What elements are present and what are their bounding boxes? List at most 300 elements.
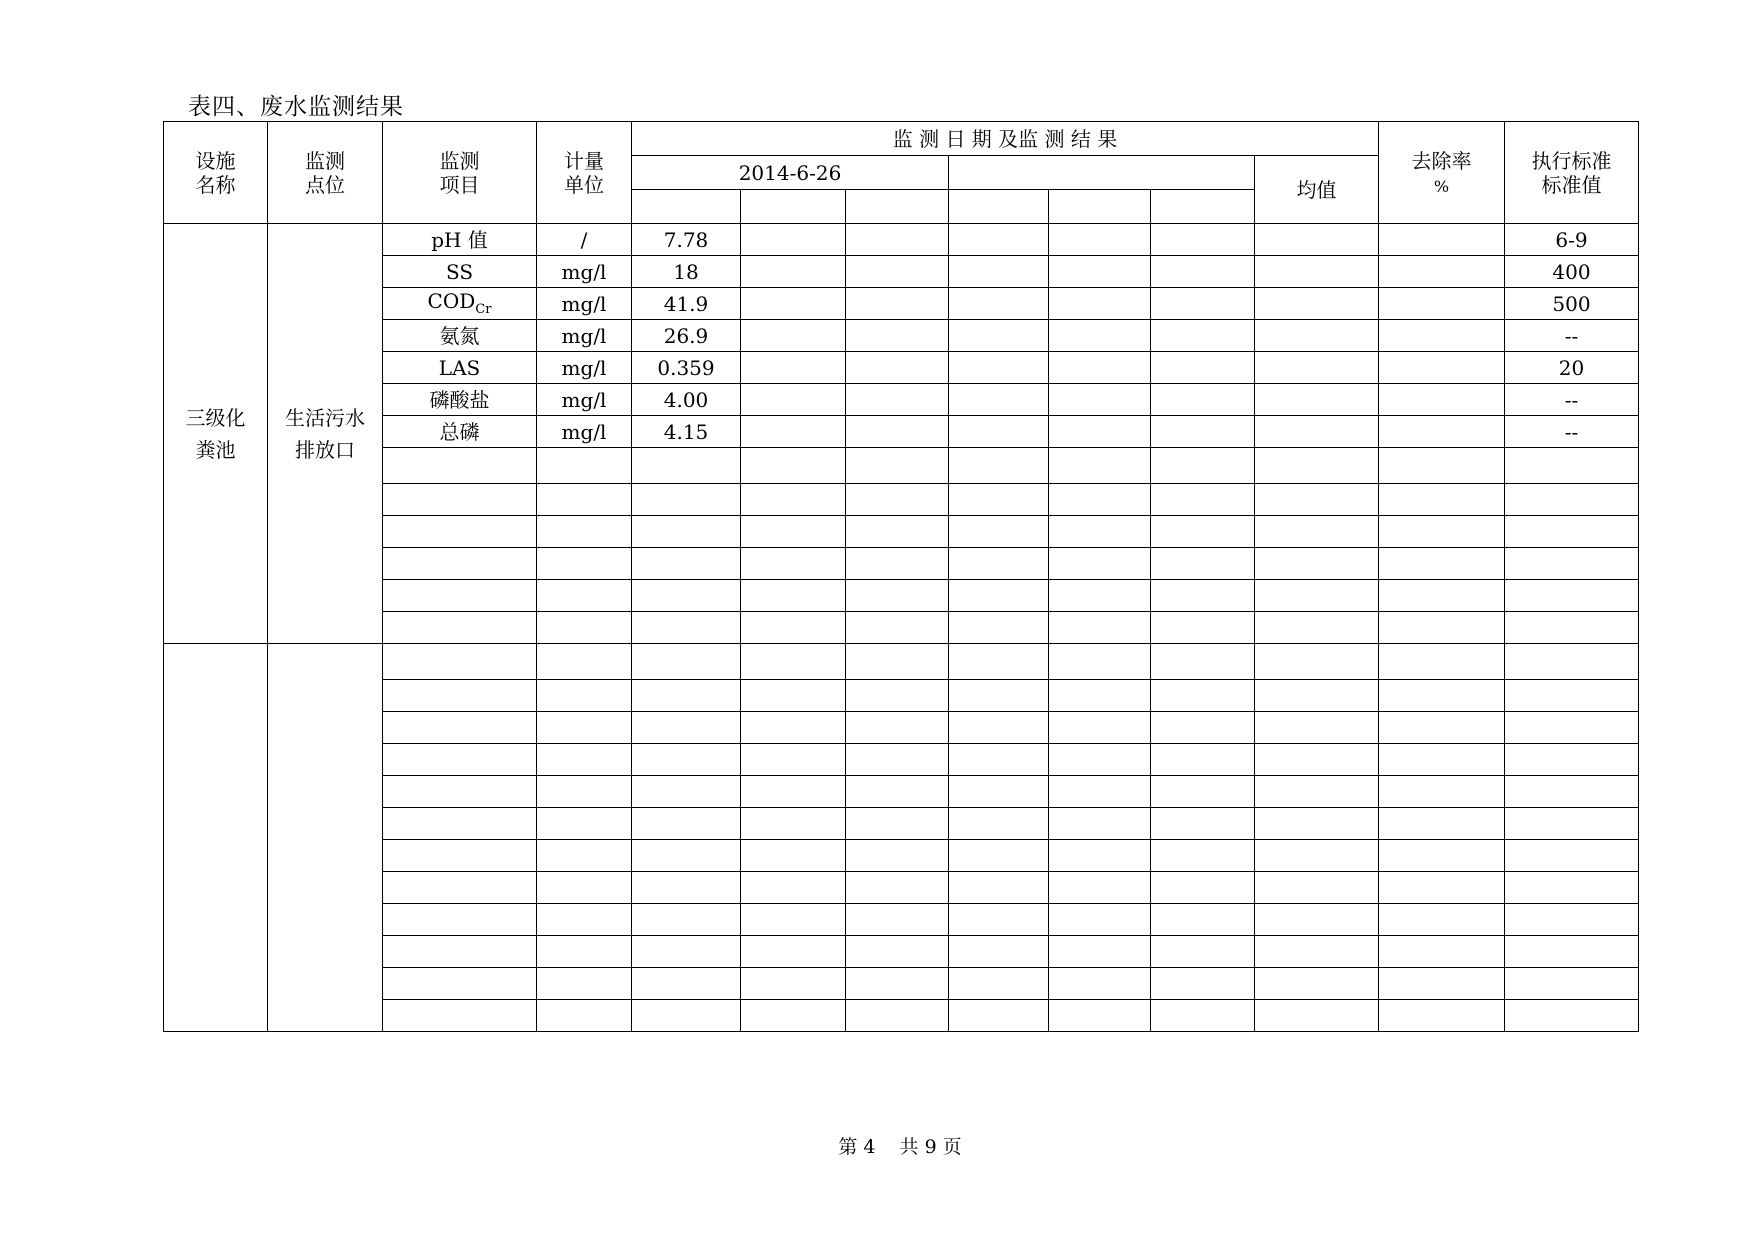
result-cell (1151, 320, 1255, 352)
standard-value-cell (1505, 484, 1639, 516)
monitoring-item-cell: $COD_{Cr}$ (383, 288, 537, 320)
result-value-cell (632, 484, 741, 516)
monitoring-item-cell (383, 776, 537, 808)
result-cell (949, 904, 1049, 936)
table-row (164, 904, 1639, 936)
result-value-cell: 18 (632, 256, 741, 288)
standard-value-cell (1505, 936, 1639, 968)
average-cell (1255, 416, 1379, 448)
average-cell (1255, 680, 1379, 712)
result-cell (741, 776, 846, 808)
result-cell (846, 644, 949, 680)
average-cell (1255, 580, 1379, 612)
monitoring-point-cell: 生活污水 排放口 (268, 224, 383, 644)
removal-rate-cell (1379, 548, 1505, 580)
unit-cell (537, 744, 632, 776)
result-cell (1151, 1000, 1255, 1032)
removal-rate-cell (1379, 712, 1505, 744)
average-cell (1255, 808, 1379, 840)
monitoring-item-cell (383, 872, 537, 904)
result-cell (741, 384, 846, 416)
result-cell (949, 1000, 1049, 1032)
result-cell (741, 224, 846, 256)
result-cell (1049, 936, 1151, 968)
result-value-cell (632, 776, 741, 808)
monitoring-item-cell (383, 644, 537, 680)
result-cell (1151, 680, 1255, 712)
result-cell (1151, 548, 1255, 580)
result-value-cell: 4.15 (632, 416, 741, 448)
result-cell (1049, 904, 1151, 936)
result-value-cell: 0.359 (632, 352, 741, 384)
monitoring-item-cell (383, 484, 537, 516)
table-row (164, 744, 1639, 776)
result-value-cell (632, 580, 741, 612)
unit-cell: mg/l (537, 320, 632, 352)
result-cell (741, 580, 846, 612)
result-cell (1151, 840, 1255, 872)
result-cell (949, 224, 1049, 256)
result-cell (741, 352, 846, 384)
table-row (164, 448, 1639, 484)
result-cell (1151, 712, 1255, 744)
result-value-cell (632, 1000, 741, 1032)
standard-value-cell (1505, 448, 1639, 484)
average-cell (1255, 352, 1379, 384)
table-row (164, 548, 1639, 580)
unit-cell (537, 516, 632, 548)
result-value-cell (632, 516, 741, 548)
removal-rate-cell (1379, 1000, 1505, 1032)
table-row (164, 712, 1639, 744)
result-cell (846, 904, 949, 936)
result-cell (1151, 384, 1255, 416)
monitoring-item-cell (383, 448, 537, 484)
standard-value-cell (1505, 904, 1639, 936)
result-cell (949, 416, 1049, 448)
result-cell (741, 840, 846, 872)
standard-value-cell (1505, 516, 1639, 548)
standard-value-cell (1505, 840, 1639, 872)
result-cell (949, 288, 1049, 320)
result-cell (741, 612, 846, 644)
standard-value-cell (1505, 580, 1639, 612)
result-cell (846, 224, 949, 256)
removal-rate-cell (1379, 904, 1505, 936)
result-value-cell (632, 712, 741, 744)
result-cell (741, 320, 846, 352)
result-cell (846, 872, 949, 904)
standard-value-cell (1505, 644, 1639, 680)
header-monitoring-point: 监测 点位 (268, 122, 383, 224)
unit-cell (537, 968, 632, 1000)
result-cell (1151, 224, 1255, 256)
result-cell (1049, 288, 1151, 320)
average-cell (1255, 320, 1379, 352)
result-cell (1049, 744, 1151, 776)
result-cell (1049, 484, 1151, 516)
result-cell (1151, 448, 1255, 484)
result-cell (949, 712, 1049, 744)
result-cell (741, 968, 846, 1000)
monitoring-item-cell (383, 580, 537, 612)
table-row (164, 680, 1639, 712)
result-cell (741, 256, 846, 288)
table-title: 表四、废水监测结果 (188, 94, 404, 120)
header-date-1: 2014-6-26 (632, 156, 949, 190)
result-cell (741, 548, 846, 580)
monitoring-item-cell: SS (383, 256, 537, 288)
result-cell (949, 516, 1049, 548)
result-value-cell (632, 744, 741, 776)
result-cell (1151, 644, 1255, 680)
result-cell (1049, 872, 1151, 904)
result-cell (741, 744, 846, 776)
result-cell (1049, 680, 1151, 712)
result-cell (846, 612, 949, 644)
unit-cell (537, 680, 632, 712)
result-cell (1151, 612, 1255, 644)
average-cell (1255, 936, 1379, 968)
unit-cell (537, 612, 632, 644)
result-cell (949, 256, 1049, 288)
result-value-cell: 26.9 (632, 320, 741, 352)
removal-rate-cell (1379, 580, 1505, 612)
average-cell (1255, 516, 1379, 548)
result-cell (1151, 580, 1255, 612)
result-cell (846, 712, 949, 744)
result-value-cell (632, 904, 741, 936)
unit-cell (537, 872, 632, 904)
removal-rate-cell (1379, 448, 1505, 484)
result-cell (949, 352, 1049, 384)
standard-value-cell (1505, 968, 1639, 1000)
result-value-cell (632, 968, 741, 1000)
average-cell (1255, 612, 1379, 644)
monitoring-item-cell (383, 680, 537, 712)
header-removal-rate: 去除率 % (1379, 122, 1505, 224)
result-cell (1151, 516, 1255, 548)
unit-cell (537, 448, 632, 484)
result-cell (741, 288, 846, 320)
result-cell (1151, 904, 1255, 936)
result-cell (1049, 580, 1151, 612)
monitoring-item-cell: 总磷 (383, 416, 537, 448)
average-cell (1255, 288, 1379, 320)
result-cell (1049, 776, 1151, 808)
unit-cell (537, 840, 632, 872)
average-cell (1255, 840, 1379, 872)
result-value-cell: 4.00 (632, 384, 741, 416)
result-cell (846, 936, 949, 968)
unit-cell (537, 936, 632, 968)
standard-value-cell (1505, 680, 1639, 712)
unit-cell: mg/l (537, 384, 632, 416)
result-cell (741, 448, 846, 484)
result-value-cell (632, 808, 741, 840)
result-cell (949, 680, 1049, 712)
result-cell (1151, 936, 1255, 968)
table-row (164, 936, 1639, 968)
average-cell (1255, 484, 1379, 516)
result-cell (1049, 256, 1151, 288)
result-cell (846, 808, 949, 840)
header-sample-cell (949, 190, 1049, 224)
table-row (164, 320, 1639, 352)
result-cell (741, 484, 846, 516)
result-cell (1049, 448, 1151, 484)
result-cell (949, 548, 1049, 580)
result-cell (741, 872, 846, 904)
average-cell (1255, 712, 1379, 744)
standard-value-cell (1505, 1000, 1639, 1032)
removal-rate-cell (1379, 680, 1505, 712)
result-cell (1049, 320, 1151, 352)
removal-rate-cell (1379, 384, 1505, 416)
result-cell (741, 904, 846, 936)
result-cell (846, 320, 949, 352)
result-cell (741, 1000, 846, 1032)
result-cell (1049, 352, 1151, 384)
table-row (164, 352, 1639, 384)
result-cell (949, 580, 1049, 612)
removal-rate-cell (1379, 352, 1505, 384)
header-date-2 (949, 156, 1255, 190)
monitoring-item-cell (383, 612, 537, 644)
result-cell (846, 484, 949, 516)
monitoring-item-cell (383, 936, 537, 968)
header-sample-cell (1151, 190, 1255, 224)
standard-value-cell: 500 (1505, 288, 1639, 320)
result-cell (1151, 288, 1255, 320)
result-cell (1049, 416, 1151, 448)
result-cell (846, 580, 949, 612)
unit-cell: mg/l (537, 416, 632, 448)
monitoring-item-cell (383, 516, 537, 548)
result-value-cell (632, 872, 741, 904)
result-value-cell (632, 448, 741, 484)
header-row-1 (164, 122, 1639, 156)
page-footer: 第 4 共 9 页 (838, 1136, 962, 1158)
table-row (164, 516, 1639, 548)
result-cell (949, 384, 1049, 416)
header-standard: 执行标准 标准值 (1505, 122, 1639, 224)
result-cell (741, 644, 846, 680)
result-cell (846, 256, 949, 288)
result-cell (846, 1000, 949, 1032)
standard-value-cell: 6-9 (1505, 224, 1639, 256)
result-cell (1049, 712, 1151, 744)
table-row (164, 968, 1639, 1000)
result-cell (949, 484, 1049, 516)
header-monitoring-item: 监测 项目 (383, 122, 537, 224)
header-unit: 计量 单位 (537, 122, 632, 224)
result-cell (846, 776, 949, 808)
table-row (164, 384, 1639, 416)
table-row (164, 872, 1639, 904)
monitoring-item-cell (383, 1000, 537, 1032)
result-cell (846, 680, 949, 712)
unit-cell: mg/l (537, 288, 632, 320)
header-sample-cell (741, 190, 846, 224)
result-cell (1049, 968, 1151, 1000)
removal-rate-cell (1379, 224, 1505, 256)
average-cell (1255, 872, 1379, 904)
monitoring-item-cell: LAS (383, 352, 537, 384)
removal-rate-cell (1379, 808, 1505, 840)
table-row (164, 580, 1639, 612)
removal-rate-cell (1379, 840, 1505, 872)
result-cell (846, 548, 949, 580)
removal-rate-cell (1379, 516, 1505, 548)
result-value-cell (632, 680, 741, 712)
removal-rate-cell (1379, 416, 1505, 448)
average-cell (1255, 776, 1379, 808)
result-cell (1049, 612, 1151, 644)
removal-rate-cell (1379, 744, 1505, 776)
result-value-cell (632, 840, 741, 872)
standard-value-cell (1505, 776, 1639, 808)
result-cell (1151, 416, 1255, 448)
removal-rate-cell (1379, 320, 1505, 352)
removal-rate-cell (1379, 484, 1505, 516)
removal-rate-cell (1379, 256, 1505, 288)
monitoring-item-cell (383, 904, 537, 936)
header-average: 均值 (1255, 156, 1379, 224)
result-cell (1151, 872, 1255, 904)
result-cell (846, 352, 949, 384)
result-cell (741, 516, 846, 548)
result-cell (846, 744, 949, 776)
standard-value-cell: -- (1505, 384, 1639, 416)
unit-cell (537, 776, 632, 808)
monitoring-item-cell (383, 744, 537, 776)
monitoring-item-cell (383, 808, 537, 840)
result-cell (1049, 548, 1151, 580)
table-row (164, 256, 1639, 288)
average-cell (1255, 384, 1379, 416)
average-cell (1255, 744, 1379, 776)
result-cell (741, 712, 846, 744)
unit-cell (537, 644, 632, 680)
result-cell (949, 872, 1049, 904)
header-facility: 设施 名称 (164, 122, 268, 224)
result-cell (949, 612, 1049, 644)
monitoring-item-cell: 氨氮 (383, 320, 537, 352)
table-row (164, 484, 1639, 516)
average-cell (1255, 904, 1379, 936)
result-value-cell: 7.78 (632, 224, 741, 256)
result-cell (1151, 808, 1255, 840)
standard-value-cell (1505, 744, 1639, 776)
standard-value-cell: -- (1505, 320, 1639, 352)
group-2 (164, 644, 1639, 1032)
result-cell (949, 808, 1049, 840)
unit-cell (537, 484, 632, 516)
standard-value-cell: -- (1505, 416, 1639, 448)
result-cell (1049, 840, 1151, 872)
average-cell (1255, 968, 1379, 1000)
result-cell (741, 416, 846, 448)
unit-cell: mg/l (537, 352, 632, 384)
table-row (164, 224, 1639, 256)
monitoring-item-cell (383, 712, 537, 744)
table-row (164, 288, 1639, 320)
result-cell (949, 968, 1049, 1000)
unit-cell (537, 548, 632, 580)
result-cell (949, 448, 1049, 484)
result-value-cell (632, 612, 741, 644)
result-value-cell (632, 644, 741, 680)
average-cell (1255, 448, 1379, 484)
removal-rate-cell (1379, 644, 1505, 680)
result-cell (1049, 384, 1151, 416)
table-row (164, 840, 1639, 872)
standard-value-cell (1505, 712, 1639, 744)
header-sample-cell (846, 190, 949, 224)
result-value-cell (632, 936, 741, 968)
monitoring-point-cell (268, 644, 383, 1032)
result-cell (846, 288, 949, 320)
average-cell (1255, 1000, 1379, 1032)
facility-name-cell: 三级化 粪池 (164, 224, 268, 644)
unit-cell (537, 808, 632, 840)
result-cell (949, 776, 1049, 808)
table-row (164, 808, 1639, 840)
monitoring-item-cell (383, 840, 537, 872)
unit-cell (537, 580, 632, 612)
result-cell (846, 968, 949, 1000)
monitoring-item-cell: 磷酸盐 (383, 384, 537, 416)
table-row (164, 776, 1639, 808)
result-cell (846, 384, 949, 416)
table-row (164, 612, 1639, 644)
standard-value-cell (1505, 808, 1639, 840)
result-cell (846, 840, 949, 872)
result-cell (949, 840, 1049, 872)
monitoring-item-cell: pH 值 (383, 224, 537, 256)
standard-value-cell: 20 (1505, 352, 1639, 384)
header-sample-cell (1049, 190, 1151, 224)
removal-rate-cell (1379, 968, 1505, 1000)
result-cell (1049, 516, 1151, 548)
table-row (164, 416, 1639, 448)
result-cell (1151, 744, 1255, 776)
header-date-results: 监 测 日 期 及监 测 结 果 (632, 122, 1379, 156)
standard-value-cell (1505, 612, 1639, 644)
result-cell (949, 320, 1049, 352)
header-sample-cell (632, 190, 741, 224)
removal-rate-cell (1379, 288, 1505, 320)
group-1 (164, 224, 1639, 644)
result-cell (1049, 808, 1151, 840)
table-row (164, 644, 1639, 680)
result-cell (949, 744, 1049, 776)
result-cell (1049, 224, 1151, 256)
standard-value-cell: 400 (1505, 256, 1639, 288)
removal-rate-cell (1379, 776, 1505, 808)
unit-cell: mg/l (537, 256, 632, 288)
result-cell (741, 936, 846, 968)
table-row (164, 1000, 1639, 1032)
removal-rate-cell (1379, 872, 1505, 904)
removal-rate-cell (1379, 612, 1505, 644)
unit-cell (537, 712, 632, 744)
standard-value-cell (1505, 548, 1639, 580)
result-cell (1151, 968, 1255, 1000)
average-cell (1255, 224, 1379, 256)
result-cell (949, 644, 1049, 680)
